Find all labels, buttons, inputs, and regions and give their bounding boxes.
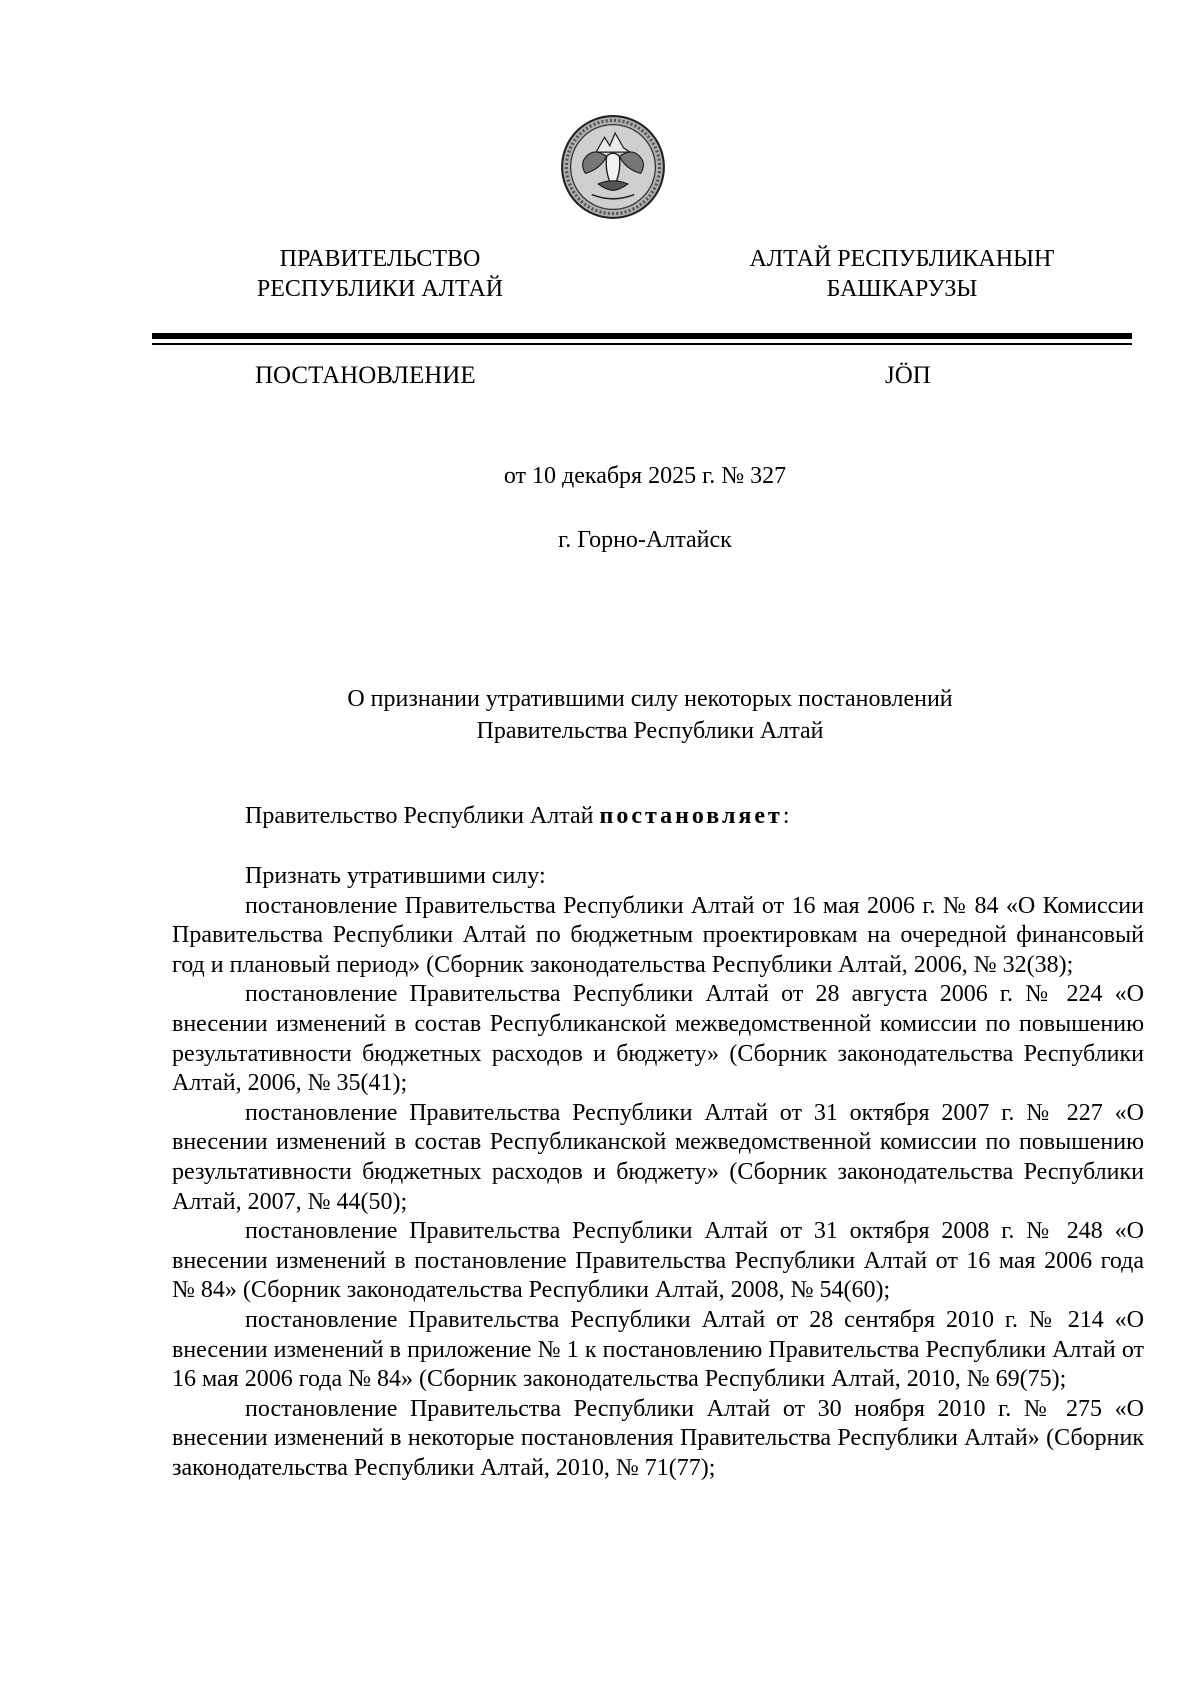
header-left-line1: ПРАВИТЕЛЬСТВО [279, 246, 481, 272]
intro-colon: : [782, 803, 790, 829]
intro-text: Правительство Республики Алтай [245, 803, 594, 829]
body-item: постановление Правительства Республики Алтай от 30 ноября 2010 г. № 275 «О внесении изменений в некоторые постановления Правительства Республики Алтай» (Сборник законодательства Республики Алтай, 2010, № 71(77); [172, 1395, 1144, 1481]
divider-thin [152, 343, 1132, 345]
date-number: от 10 декабря 2025 г. № 327 [503, 463, 787, 489]
body-item: постановление Правительства Республики Алтай от 28 сентября 2010 г. № 214 «О внесении изменений в приложение № 1 к постановлению Правительства Республики Алтай от 16 мая 2006 года № 84» (Сборник законодательства Республики Алтай, 2010, № 69(75); [172, 1306, 1144, 1393]
document-body [172, 862, 1144, 1483]
header-left-line2: РЕСПУБЛИКИ АЛТАЙ [256, 276, 504, 302]
header-left [210, 244, 550, 304]
body-item: постановление Правительства Республики Алтай от 31 октября 2008 г. № 248 «О внесении изменений в постановление Правительства Республики Алтай от 16 мая 2006 года № 84» (Сборник законодательства Республики Алтай, 2008, № 54(60); [172, 1218, 1144, 1304]
divider-thick [152, 333, 1132, 339]
coat-of-arms-emblem [560, 114, 666, 220]
body-item: постановление Правительства Республики Алтай от 28 августа 2006 г. № 224 «О внесении изменений в состав Республиканской межведомственной комиссии по повышению результативности бюджетных расходов и бюджету» (Сборник законодательства Республики Алтай, 2006, № 35(41); [172, 981, 1144, 1097]
header-right-line1: АЛТАЙ РЕСПУБЛИКАНЫҤ [749, 246, 1055, 272]
city: г. Горно-Алтайск [558, 527, 732, 553]
doc-type-russian: ПОСТАНОВЛЕНИЕ [255, 362, 476, 389]
doc-type-altai: JӦП [885, 362, 931, 389]
body-item: постановление Правительства Республики Алтай от 16 мая 2006 г. № 84 «О Комиссии Правительства Республики Алтай по бюджетным проектировкам на очередной финансовый год и плановый период» (Сборник законодательства Республики Алтай, 2006, № 32(38); [172, 892, 1144, 978]
header-right [732, 244, 1072, 304]
document-title [170, 683, 1130, 747]
document-title-line2: Правительства Республики Алтай [476, 718, 824, 744]
document-title-line1: О признании утратившими силу некоторых постановлений [347, 686, 953, 712]
intro-paragraph [245, 800, 790, 832]
intro-emphasis: постановляет [599, 803, 783, 829]
body-lead: Признать утратившими силу: [245, 863, 546, 889]
header-right-line2: БАШКАРУЗЫ [826, 276, 978, 302]
body-item: постановление Правительства Республики Алтай от 31 октября 2007 г. № 227 «О внесении изменений в состав Республиканской межведомственной комиссии по повышению результативности бюджетных расходов и бюджету» (Сборник законодательства Республики Алтай, 2007, № 44(50); [172, 1099, 1144, 1215]
